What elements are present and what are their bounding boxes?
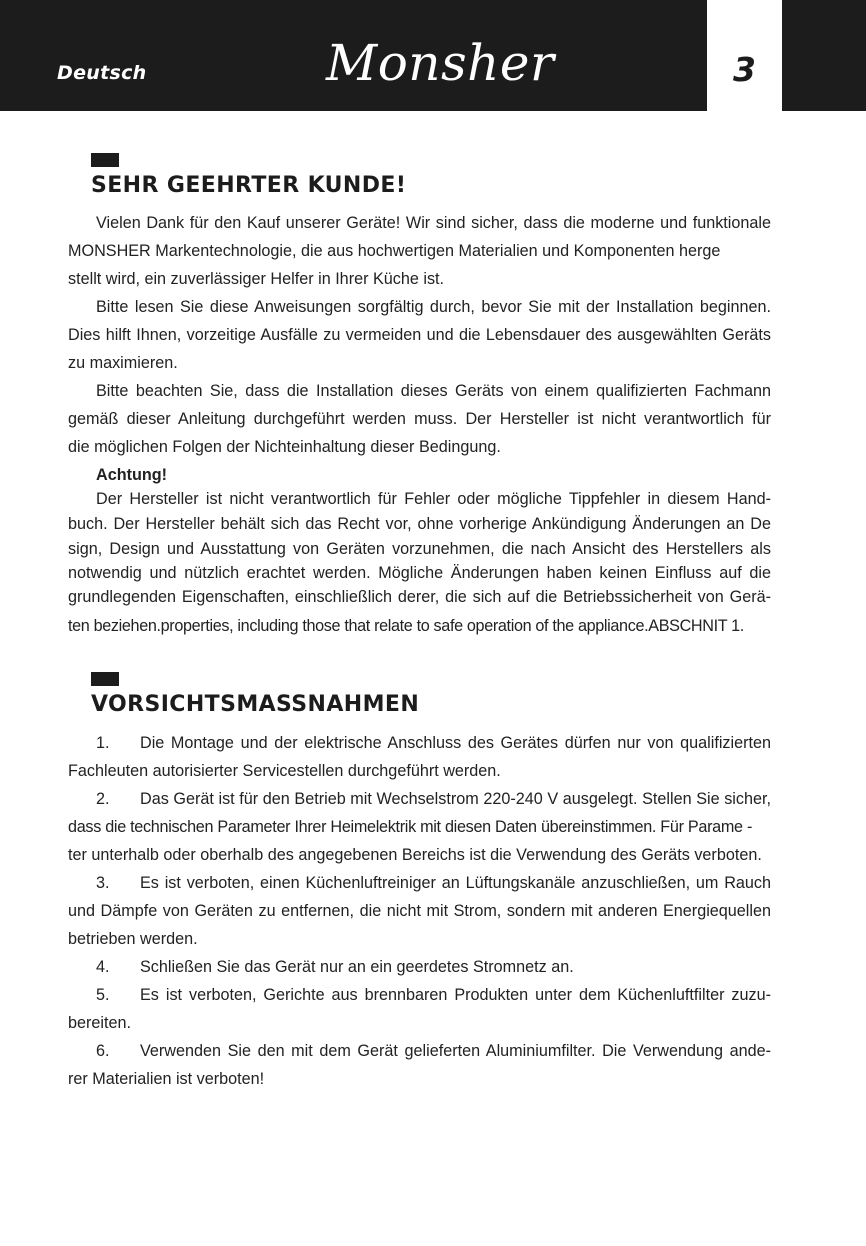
paragraph-line: zu maximieren.	[68, 354, 178, 372]
item-number: 1.	[96, 734, 110, 752]
paragraph-line: Bitte lesen Sie diese Anweisungen sorgfältig durch, bevor Sie mit der Installation beginnen.	[96, 298, 771, 316]
paragraph-line: buch. Der Hersteller behält sich das Recht vor, ohne vorherige Ankündigung Änderungen an De	[68, 515, 771, 533]
item-number: 6.	[96, 1042, 110, 1060]
section-marker	[91, 672, 119, 686]
list-item-line: Die Montage und der elektrische Anschluss des Gerätes dürfen nur von qualifizierten	[140, 734, 771, 752]
paragraph-line: ten beziehen.properties, including those that relate to safe operation of the appliance.ABSCHNIT 1.	[68, 617, 744, 635]
warning-heading: Achtung!	[96, 466, 168, 484]
item-number: 4.	[96, 958, 110, 976]
list-item-line: betrieben werden.	[68, 930, 198, 948]
paragraph-line: Der Hersteller ist nicht verantwortlich für Fehler oder mögliche Tippfehler in diesem Hand-	[96, 490, 771, 508]
list-item-line: Schließen Sie das Gerät nur an ein geerdetes Stromnetz an.	[140, 958, 574, 976]
paragraph-line: gemäß dieser Anleitung durchgeführt werden muss. Der Hersteller ist nicht verantwortlich für	[68, 410, 771, 428]
list-item-line: bereiten.	[68, 1014, 131, 1032]
paragraph-line: Bitte beachten Sie, dass die Installation dieses Geräts von einem qualifizierten Fachmann	[96, 382, 771, 400]
list-item-line: Fachleuten autorisierter Servicestellen durchgeführt werden.	[68, 762, 501, 780]
paragraph-line: die möglichen Folgen der Nichteinhaltung dieser Bedingung.	[68, 438, 501, 456]
paragraph-line: notwendig und nützlich erachtet werden. Mögliche Änderungen haben keinen Einfluss auf die	[68, 564, 771, 582]
paragraph-line: grundlegenden Eigenschaften, einschließlich derer, die sich auf die Betriebssicherheit von Gerä-	[68, 588, 771, 606]
section-title-precautions: VORSICHTSMASSNAHMEN	[91, 692, 420, 717]
list-item-line: Es ist verboten, einen Küchenluftreiniger an Lüftungskanäle anzuschließen, um Rauch	[140, 874, 771, 892]
list-item-line: Das Gerät ist für den Betrieb mit Wechselstrom 220-240 V ausgelegt. Stellen Sie sicher,	[140, 790, 771, 808]
list-item-line: Verwenden Sie den mit dem Gerät gelieferten Aluminiumfilter. Die Verwendung ande-	[140, 1042, 771, 1060]
paragraph-line: stellt wird, ein zuverlässiger Helfer in Ihrer Küche ist.	[68, 270, 445, 288]
list-item-line: dass die technischen Parameter Ihrer Heimelektrik mit diesen Daten übereinstimmen. Für Parame -	[68, 818, 753, 836]
list-item-line: Es ist verboten, Gerichte aus brennbaren Produkten unter dem Küchenluftfilter zuzu-	[140, 986, 771, 1004]
section-title-customer: SEHR GEEHRTER KUNDE!	[91, 173, 407, 198]
item-number: 3.	[96, 874, 110, 892]
section-marker	[91, 153, 119, 167]
list-item-line: und Dämpfe von Geräten zu entfernen, die nicht mit Strom, sondern mit anderen Energiequellen	[68, 902, 771, 920]
page-number: 3	[733, 50, 756, 89]
brand-logo: Monsher	[326, 34, 555, 92]
item-number: 5.	[96, 986, 110, 1004]
paragraph-line: MONSHER Markentechnologie, die aus hochwertigen Materialien und Komponenten herge	[68, 242, 721, 260]
list-item-line: rer Materialien ist verboten!	[68, 1070, 265, 1088]
paragraph-line: sign, Design und Ausstattung von Geräten vorzunehmen, die nach Ansicht des Herstellers als	[68, 540, 771, 558]
paragraph-line: Vielen Dank für den Kauf unserer Geräte! Wir sind sicher, dass die moderne und funktionale	[96, 214, 771, 232]
item-number: 2.	[96, 790, 110, 808]
language-label: Deutsch	[57, 62, 147, 84]
list-item-line: ter unterhalb oder oberhalb des angegebenen Bereichs ist die Verwendung des Geräts verboten.	[68, 846, 762, 864]
paragraph-line: Dies hilft Ihnen, vorzeitige Ausfälle zu vermeiden und die Lebensdauer des ausgewählten Geräts	[68, 326, 771, 344]
